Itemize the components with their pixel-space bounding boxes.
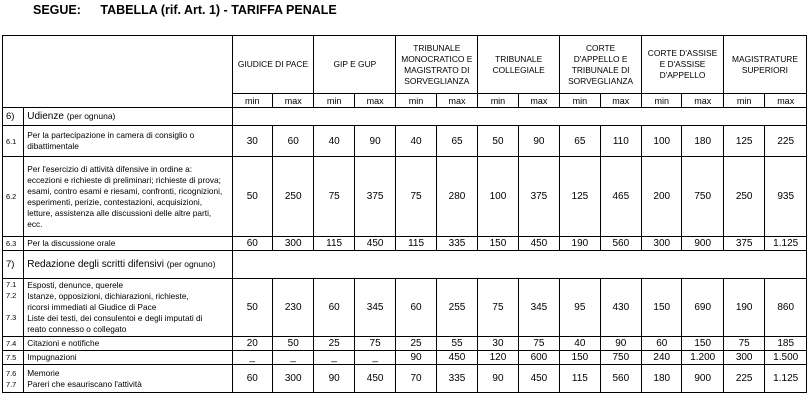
value-cell: 185 <box>765 337 807 351</box>
value-cell: 375 <box>723 237 764 251</box>
value-cell: 40 <box>314 126 354 157</box>
value-cell: 115 <box>314 237 354 251</box>
value-cell: 300 <box>272 365 313 393</box>
col-header-corte-appello <box>560 36 642 94</box>
value-cell: 90 <box>478 365 518 393</box>
value-cell: 50 <box>232 157 272 237</box>
value-cell: 90 <box>600 337 641 351</box>
value-cell: 75 <box>396 157 436 237</box>
section-title-text: Redazione degli scritti difensivi <box>27 259 164 270</box>
value-cell: 75 <box>478 279 518 337</box>
value-cell: 30 <box>478 337 518 351</box>
value-cell: 90 <box>354 126 395 157</box>
value-cell: 190 <box>723 279 764 337</box>
row-description: Esposti, denunce, querele <box>27 280 124 290</box>
value-cell: 300 <box>272 237 313 251</box>
row-code: 7.3 <box>6 313 17 322</box>
value-cell: 90 <box>314 365 354 393</box>
value-cell: 450 <box>436 351 477 365</box>
value-cell: 240 <box>642 351 682 365</box>
value-cell: 465 <box>600 157 641 237</box>
value-cell: 75 <box>354 337 395 351</box>
row-code: 7.6 <box>6 368 17 378</box>
value-cell: 250 <box>272 157 313 237</box>
col-header-tribunale-collegiale <box>478 36 560 94</box>
row-code-stack <box>3 279 24 337</box>
max-label: max <box>354 94 395 108</box>
col-header-line: CORTE D'ASSISE <box>647 48 718 58</box>
value-cell: 150 <box>682 337 723 351</box>
value-cell: 375 <box>354 157 395 237</box>
value-cell: 150 <box>478 237 518 251</box>
value-cell: _ <box>314 351 354 365</box>
value-cell: 50 <box>272 337 313 351</box>
row-code: 7.7 <box>6 379 17 389</box>
value-cell: 60 <box>232 237 272 251</box>
section-title-text: Udienze <box>27 111 64 122</box>
table-row <box>3 337 807 351</box>
value-cell: 250 <box>723 157 764 237</box>
value-cell: 60 <box>642 337 682 351</box>
value-cell: 25 <box>314 337 354 351</box>
max-label: max <box>600 94 641 108</box>
min-label: min <box>478 94 518 108</box>
value-cell: 690 <box>682 279 723 337</box>
row-code: 6.2 <box>3 157 24 237</box>
value-cell: 750 <box>600 351 641 365</box>
section-title <box>24 108 232 126</box>
value-cell: 40 <box>560 337 600 351</box>
value-cell: 90 <box>396 351 436 365</box>
value-cell: 900 <box>682 365 723 393</box>
row-description: Per l'esercizio di attività difensive in ordine a: eccezioni e richieste di preliminari; richieste di prova; esami, contro esami e riesami, confronti, ricognizioni, esperimenti, perizie, contestazioni, acquisizioni, letture, assistenza alle discussioni delle altre parti, ecc. <box>24 157 232 237</box>
row-code: 7.1 <box>6 280 17 289</box>
section-row-redazione <box>3 251 807 279</box>
value-cell: 1.200 <box>682 351 723 365</box>
col-header-line: CORTE <box>586 42 616 53</box>
col-header-line: MAGISTRATO DI <box>404 64 470 75</box>
title-prefix: SEGUE: <box>33 3 81 17</box>
value-cell: 60 <box>314 279 354 337</box>
value-cell: 450 <box>354 237 395 251</box>
min-label: min <box>396 94 436 108</box>
value-cell: 300 <box>642 237 682 251</box>
value-cell: 115 <box>396 237 436 251</box>
value-cell: 255 <box>436 279 477 337</box>
value-cell: 375 <box>518 157 559 237</box>
value-cell: 900 <box>682 237 723 251</box>
col-header-line: D'APPELLO E <box>573 53 628 64</box>
value-cell: 120 <box>478 351 518 365</box>
value-cell: 450 <box>518 365 559 393</box>
col-header-line: SORVEGLIANZA <box>404 75 470 86</box>
row-description: Impugnazioni <box>24 351 232 365</box>
value-cell: 150 <box>642 279 682 337</box>
value-cell: 750 <box>682 157 723 237</box>
row-code: 7.2 <box>6 291 17 300</box>
title-text: TABELLA (rif. Art. 1) - TARIFFA PENALE <box>100 3 337 17</box>
header-row <box>3 36 807 94</box>
max-label: max <box>272 94 313 108</box>
value-cell: 1.125 <box>765 365 807 393</box>
value-cell: 115 <box>560 365 600 393</box>
row-description: ricorsi immediati al Giudice di Pace <box>27 302 157 312</box>
value-cell: 75 <box>314 157 354 237</box>
value-cell: 335 <box>436 237 477 251</box>
value-cell: 60 <box>272 126 313 157</box>
row-code: 6.3 <box>3 237 24 251</box>
section-title <box>24 251 232 279</box>
row-description: Istanze, opposizioni, dichiarazioni, richieste, <box>27 291 189 301</box>
header-blank-cell <box>3 36 233 108</box>
value-cell: 430 <box>600 279 641 337</box>
value-cell: 190 <box>560 237 600 251</box>
min-label: min <box>314 94 354 108</box>
table-row <box>3 365 807 393</box>
value-cell: 935 <box>765 157 807 237</box>
value-cell: 860 <box>765 279 807 337</box>
value-cell: 100 <box>478 157 518 237</box>
col-header-line: GIUDICE DI PACE <box>237 59 309 69</box>
value-cell: 560 <box>600 237 641 251</box>
section-title-note: (per ognuno) <box>166 259 216 269</box>
value-cell: 225 <box>765 126 807 157</box>
col-header-gip-gup <box>314 36 396 94</box>
value-cell: 20 <box>232 337 272 351</box>
table-row <box>3 351 807 365</box>
value-cell: 90 <box>518 126 559 157</box>
value-cell: 25 <box>396 337 436 351</box>
value-cell: 55 <box>436 337 477 351</box>
min-label: min <box>723 94 764 108</box>
value-cell: 1.500 <box>765 351 807 365</box>
value-cell: 30 <box>232 126 272 157</box>
col-header-giudice-di-pace <box>232 36 314 94</box>
row-code: 7.5 <box>3 351 24 365</box>
section-title-note: (per ognuna) <box>66 111 116 121</box>
min-label: min <box>232 94 272 108</box>
col-header-tribunale-monocratico <box>396 36 478 94</box>
page-title <box>33 3 337 17</box>
section-blank <box>232 108 806 126</box>
table-row <box>3 237 807 251</box>
col-header-line: SUPERIORI <box>741 64 788 75</box>
value-cell: 60 <box>232 365 272 393</box>
max-label: max <box>682 94 723 108</box>
col-header-line: TRIBUNALE <box>413 42 461 53</box>
row-description-stack <box>24 279 232 337</box>
value-cell: 1.125 <box>765 237 807 251</box>
row-description: Per la partecipazione in camera di consiglio o dibattimentale <box>24 126 232 157</box>
value-cell: 100 <box>642 126 682 157</box>
value-cell: 125 <box>560 157 600 237</box>
col-header-line: COLLEGIALE <box>492 64 545 75</box>
value-cell: 225 <box>723 365 764 393</box>
max-label: max <box>765 94 807 108</box>
tariff-table <box>2 35 807 393</box>
value-cell: 180 <box>642 365 682 393</box>
value-cell: 345 <box>354 279 395 337</box>
min-label: min <box>560 94 600 108</box>
value-cell: 65 <box>560 126 600 157</box>
table-row <box>3 126 807 157</box>
value-cell: 95 <box>560 279 600 337</box>
value-cell: 60 <box>396 279 436 337</box>
col-header-line: SORVEGLIANZA <box>568 75 634 86</box>
row-description: Pareri che esauriscano l'attività <box>27 378 142 389</box>
col-header-line: MAGISTRATURE <box>732 53 798 64</box>
value-cell: 110 <box>600 126 641 157</box>
value-cell: 280 <box>436 157 477 237</box>
row-code: 6.1 <box>3 126 24 157</box>
row-description: Memorie <box>27 367 60 378</box>
value-cell: 75 <box>518 337 559 351</box>
value-cell: 345 <box>518 279 559 337</box>
col-header-line: TRIBUNALE <box>495 53 543 64</box>
value-cell: 335 <box>436 365 477 393</box>
row-description: Citazioni e notifiche <box>24 337 232 351</box>
col-header-line: GIP E GUP <box>333 59 377 69</box>
col-header-magistrature-superiori <box>723 36 806 94</box>
col-header-corte-assise <box>642 36 724 94</box>
value-cell: _ <box>354 351 395 365</box>
value-cell: 450 <box>518 237 559 251</box>
row-code <box>6 301 23 312</box>
section-code: 6) <box>3 108 24 126</box>
section-code: 7) <box>3 251 24 279</box>
row-code-stack <box>3 365 24 393</box>
col-header-line: E D'ASSISE <box>659 59 706 69</box>
max-label: max <box>436 94 477 108</box>
value-cell: 125 <box>723 126 764 157</box>
max-label: max <box>518 94 559 108</box>
table-row <box>3 279 807 337</box>
section-blank <box>232 251 806 279</box>
value-cell: 300 <box>723 351 764 365</box>
col-header-line: MONOCRATICO E <box>401 53 473 64</box>
value-cell: 230 <box>272 279 313 337</box>
value-cell: 50 <box>478 126 518 157</box>
row-description: Liste dei testi, dei consulentoi e degli imputati di <box>27 313 203 323</box>
value-cell: 600 <box>518 351 559 365</box>
value-cell: 65 <box>436 126 477 157</box>
row-description-stack <box>24 365 232 393</box>
row-code: 7.4 <box>3 337 24 351</box>
col-header-line: D'APPELLO <box>659 70 706 80</box>
value-cell: 70 <box>396 365 436 393</box>
value-cell: 200 <box>642 157 682 237</box>
table-row <box>3 157 807 237</box>
row-description: reato connesso o collegato <box>27 324 127 334</box>
row-description: Per la discussione orale <box>24 237 232 251</box>
value-cell: 560 <box>600 365 641 393</box>
value-cell: _ <box>272 351 313 365</box>
section-row-udienze <box>3 108 807 126</box>
col-header-line: TRIBUNALE DI <box>571 64 630 75</box>
value-cell: 40 <box>396 126 436 157</box>
value-cell: 150 <box>560 351 600 365</box>
value-cell: 180 <box>682 126 723 157</box>
value-cell: 450 <box>354 365 395 393</box>
value-cell: _ <box>232 351 272 365</box>
min-label: min <box>642 94 682 108</box>
value-cell: 75 <box>723 337 764 351</box>
row-code <box>6 323 23 334</box>
value-cell: 50 <box>232 279 272 337</box>
